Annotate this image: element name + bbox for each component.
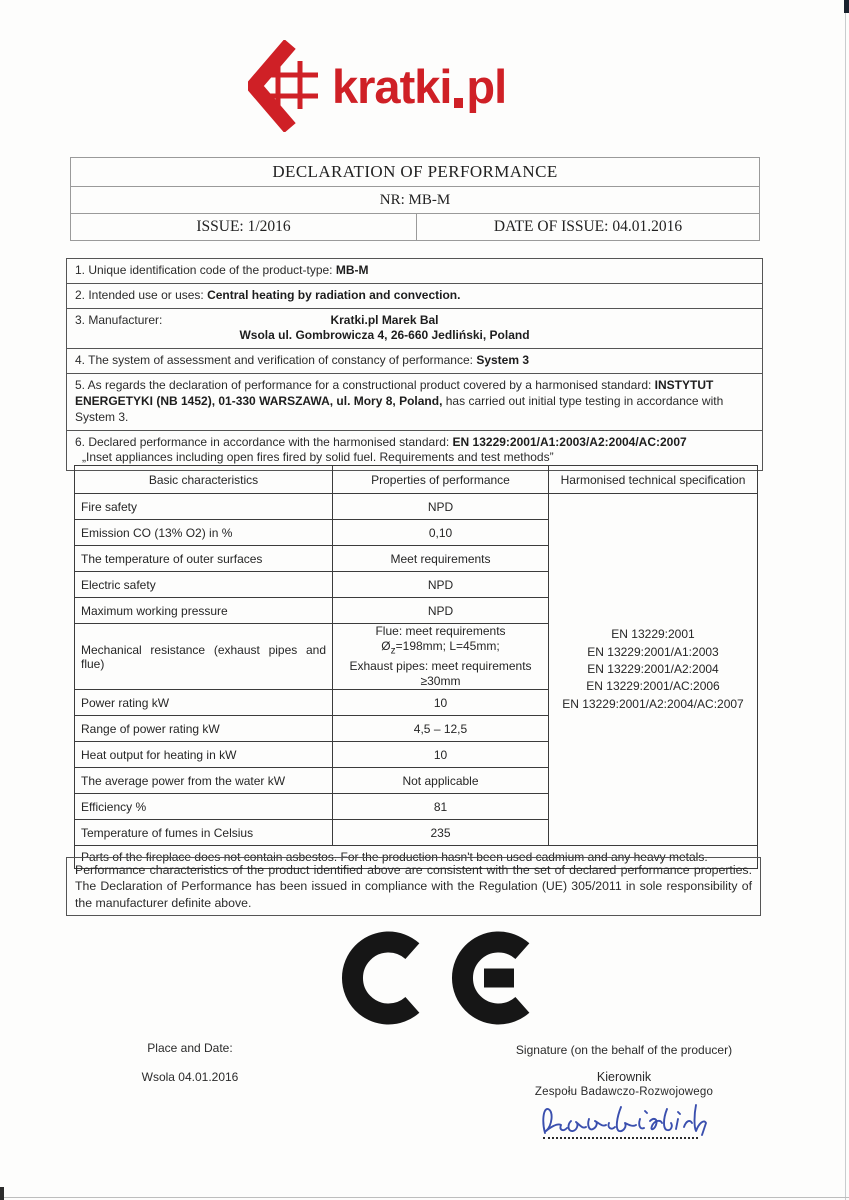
row-electric-safety-value: NPD	[333, 572, 549, 598]
item-4-label: 4. The system of assessment and verification of constancy of performance:	[75, 353, 477, 368]
row-outer-surface-temp-value: Meet requirements	[333, 546, 549, 572]
row-emission-co-value: 0,10	[333, 520, 549, 546]
signatory-department: Zespołu Badawczo-Rozwojowego	[534, 1086, 714, 1098]
document-title: DECLARATION OF PERFORMANCE	[71, 158, 759, 187]
row-mechanical-resistance: Mechanical resistance (exhaust pipes and flue)	[75, 624, 333, 690]
row-efficiency: Efficiency %	[75, 794, 333, 820]
kratki-logo	[248, 40, 506, 132]
declaration-items	[66, 258, 763, 471]
row-emission-co: Emission CO (13% O2) in %	[75, 520, 333, 546]
spec-line: EN 13229:2001	[611, 627, 695, 642]
row-fire-safety: Fire safety	[75, 494, 333, 520]
item-avcp-system	[67, 349, 762, 374]
row-power-range-value: 4,5 – 12,5	[333, 716, 549, 742]
item-product-type	[67, 259, 762, 284]
logo-dot	[454, 98, 463, 108]
item-manufacturer	[67, 309, 762, 350]
item-intended-use	[67, 284, 762, 309]
row-heat-output-value: 10	[333, 742, 549, 768]
logo-text-right: pl	[466, 59, 507, 113]
item-5-label: 5. As regards the declaration of performance for a constructional product covered by a harmonised standard:	[75, 378, 655, 393]
row-power-rating-value: 10	[333, 690, 549, 716]
place-and-date-label: Place and Date:	[147, 1041, 233, 1055]
mech-value-line2	[339, 639, 542, 658]
diameter-symbol: Ø	[381, 639, 391, 654]
scan-edge-right	[845, 0, 846, 1200]
row-working-pressure-value: NPD	[333, 598, 549, 624]
item-1-value: MB-M	[335, 263, 369, 277]
col-header-specification: Harmonised technical specification	[549, 466, 758, 494]
item-6-standard-title: „Inset appliances including open fires fired by solid fuel. Requirements and test methods”	[82, 450, 554, 465]
row-outer-surface-temp: The temperature of outer surfaces	[75, 546, 333, 572]
mech-value-line1: Flue: meet requirements	[375, 624, 506, 638]
col-header-properties: Properties of performance	[333, 466, 549, 494]
row-power-rating: Power rating kW	[75, 690, 333, 716]
table-header-row	[75, 466, 758, 494]
manufacturer-address	[75, 313, 754, 345]
logo-wordmark	[332, 59, 507, 113]
item-6-line1	[75, 435, 754, 451]
row-mechanical-resistance-value	[333, 624, 549, 690]
document-number: NR: MB-M	[71, 187, 759, 214]
scan-corner-mark-bottom-left	[0, 1187, 4, 1200]
scan-edge-bottom	[0, 1197, 849, 1198]
row-water-power: The average power from the water kW	[75, 768, 333, 794]
diameter-dimensions: =198mm; L=45mm;	[395, 639, 500, 654]
item-1-label: 1. Unique identification code of the product-type:	[75, 263, 336, 277]
spec-line: EN 13229:2001/AC:2006	[586, 679, 720, 694]
row-working-pressure: Maximum working pressure	[75, 598, 333, 624]
place-and-date-block	[70, 1041, 310, 1084]
ce-mark	[338, 930, 544, 1026]
mech-value-line3: Exhaust pipes: meet requirements	[349, 658, 532, 673]
manufacturer-street: Wsola ul. Gombrowicza 4, 26-660 Jedliński, Poland	[239, 328, 530, 343]
item-5-value: INSTYTUT ENERGETYKI (NB 1452), 01-330 WARSZAWA, ul. Mory 8, Poland,	[75, 378, 714, 408]
mech-value-line4: ≥30mm	[420, 673, 461, 688]
signature-label: Signature (on the behalf of the producer)	[515, 1043, 733, 1057]
issue-cell: ISSUE: 1/2016	[71, 214, 417, 240]
spec-line: EN 13229:2001/A1:2003	[587, 644, 719, 659]
row-fire-safety-value: NPD	[333, 494, 549, 520]
logo-text-left: kratki	[332, 59, 452, 113]
signature-block	[498, 1043, 750, 1142]
item-3-label: 3. Manufacturer:	[75, 312, 163, 327]
place-and-date-value: Wsola 04.01.2016	[141, 1070, 239, 1084]
row-power-range: Range of power rating kW	[75, 716, 333, 742]
row-water-power-value: Not applicable	[333, 768, 549, 794]
row-fumes-temperature: Temperature of fumes in Celsius	[75, 820, 333, 846]
signatory-title: Kierownik	[596, 1070, 652, 1084]
issue-row	[71, 214, 759, 240]
harmonised-spec-cell	[549, 494, 758, 846]
spec-line: EN 13229:2001/A2:2004	[587, 661, 719, 676]
performance-table	[74, 465, 758, 869]
asbestos-note: Parts of the fireplace does not contain asbestos. For the production hasn't been used cadmium and any heavy metals.	[75, 846, 758, 869]
signature-ink	[539, 1100, 709, 1142]
handwritten-signature	[539, 1100, 709, 1142]
manufacturer-name: Kratki.pl Marek Bal	[330, 312, 439, 327]
row-efficiency-value: 81	[333, 794, 549, 820]
scan-corner-mark-top-right	[844, 0, 849, 13]
conformity-statement: Performance characteristics of the product identified above are consistent with the set of declared performance properties. The Declaration of Performance has been issued in compliance with the Regulation (UE) 305/2011 in sole responsibility of the manufacturer definite above.	[66, 857, 761, 916]
row-heat-output: Heat output for heating in kW	[75, 742, 333, 768]
table-row	[75, 494, 758, 520]
item-5-suffix: has carried out initial type testing in accordance with System 3.	[75, 393, 724, 424]
date-of-issue-cell: DATE OF ISSUE: 04.01.2016	[493, 218, 683, 235]
row-electric-safety: Electric safety	[75, 572, 333, 598]
item-6-label: 6. Declared performance in accordance with the harmonised standard:	[75, 434, 453, 449]
header-table	[70, 157, 760, 241]
item-notified-body	[67, 374, 762, 430]
item-4-value: System 3	[476, 353, 530, 368]
item-2-value: Central heating by radiation and convection.	[207, 287, 461, 302]
diameter-subscript: z	[390, 645, 396, 657]
item-2-label: 2. Intended use or uses:	[75, 287, 208, 302]
item-6-value: EN 13229:2001/A1:2003/A2:2004/AC:2007	[452, 434, 687, 449]
row-fumes-temperature-value: 235	[333, 820, 549, 846]
col-header-characteristics: Basic characteristics	[75, 466, 333, 494]
spec-line: EN 13229:2001/A2:2004/AC:2007	[562, 696, 744, 711]
kratki-grate-icon	[248, 40, 322, 132]
